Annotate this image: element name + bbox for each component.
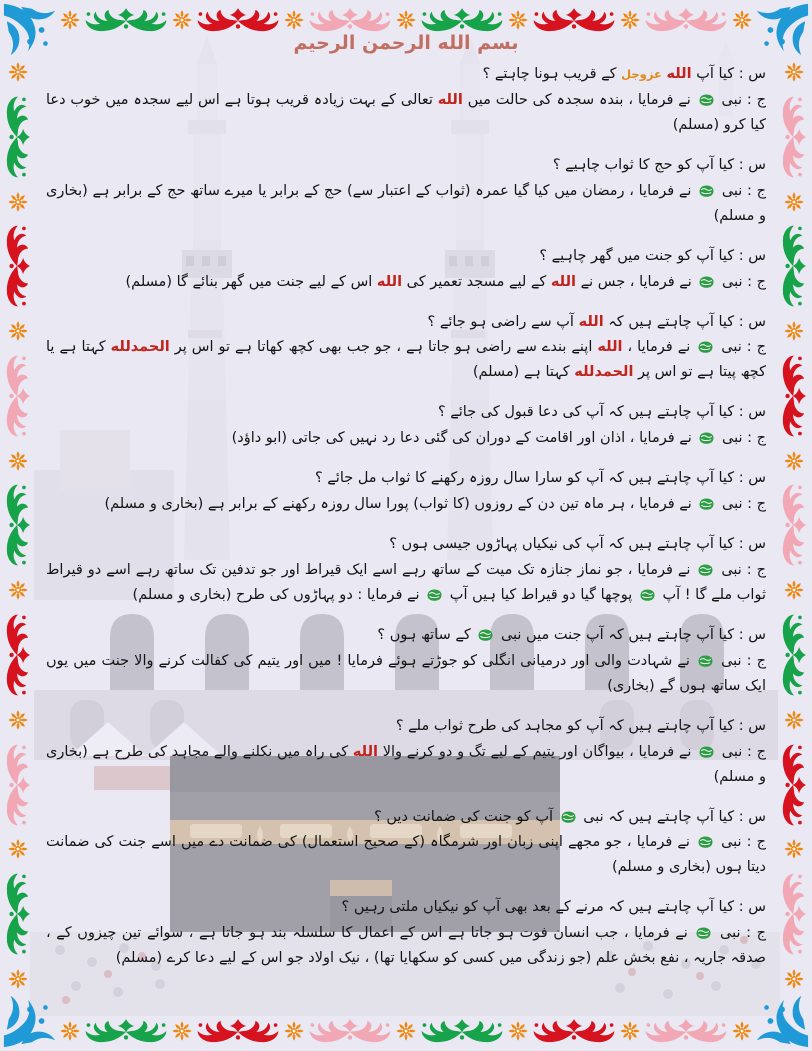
question-line: س : کیا آپ چاہتے ہیں کہ الله آپ سے راضی ہو جائے ؟ bbox=[427, 313, 766, 330]
flower-medallion-icon bbox=[396, 1021, 416, 1041]
flower-medallion-icon bbox=[172, 10, 192, 30]
answer-line: ج : نبی نے فرمایا ، جو نماز جنازہ تک میت کے ساتھ رہے اسے ایک قیراط اور جو تدفین تک ساتھ رہے اسے دو قیراط ثواب ملے گا ! آپ پوچھا گیا دو قیراط کیا ہیں آپ نے فرمایا : دو پہاڑوں کی طرح (بخاری و مسلم) bbox=[46, 562, 766, 603]
qa-item bbox=[46, 532, 766, 608]
saw-calligraphy-icon bbox=[639, 588, 656, 602]
saw-calligraphy-icon bbox=[698, 93, 715, 107]
flower-medallion-icon bbox=[784, 969, 804, 989]
question-line: س : کیا آپ چاہتے ہیں کہ آپ کو سارا سال روزہ رکھنے کا ثواب مل جائے ؟ bbox=[315, 470, 766, 487]
qa-item bbox=[46, 310, 766, 386]
allah-calligraphy: الله bbox=[578, 313, 604, 330]
saw-calligraphy-icon bbox=[698, 275, 715, 289]
qa-item bbox=[46, 714, 766, 790]
saw-calligraphy-icon bbox=[477, 628, 494, 642]
floral-motif-icon bbox=[4, 352, 32, 440]
flower-medallion-icon bbox=[784, 839, 804, 859]
azzawajal-calligraphy: عزوجل bbox=[621, 67, 662, 81]
flower-medallion-icon bbox=[8, 839, 28, 859]
answer-line: ج : نبی نے فرمایا ، رمضان میں کیا گیا عمرہ (ثواب کے اعتبار سے) حج کے برابر یا میرے ساتھ حج کے برابر ہے (بخاری و مسلم) bbox=[46, 182, 766, 224]
allah-calligraphy: الله bbox=[597, 339, 623, 356]
floral-motif-icon bbox=[642, 6, 730, 34]
flower-medallion-icon bbox=[620, 10, 640, 30]
allah-calligraphy: الله bbox=[376, 273, 403, 290]
answer-line: ج : نبی نے فرمایا ، جب انسان فوت ہو جاتا ہے اس کے اعمال کا سلسلہ بند ہو جاتا ہے ، سوائے تین چیزوں کے ، صدقہ جاریہ ، نفع بخش علم (جو زندگی میں کسی کو سکھایا تھا) ، نیک اولاد جو اس کے لیے دعا کرے (مسلم) bbox=[46, 925, 766, 967]
floral-motif-icon bbox=[194, 6, 282, 34]
flower-medallion-icon bbox=[8, 451, 28, 471]
flower-medallion-icon bbox=[172, 1021, 192, 1041]
allah-calligraphy: الله bbox=[437, 91, 463, 108]
floral-motif-icon bbox=[780, 870, 808, 958]
border-left bbox=[3, 62, 33, 989]
floral-motif-icon bbox=[82, 6, 170, 34]
alhamdulillah-text: الحمدلله bbox=[574, 364, 634, 381]
flower-medallion-icon bbox=[8, 580, 28, 600]
qa-item bbox=[46, 62, 766, 138]
question-line: س : کیا آپ الله عزوجل کے قریب ہونا چاہتے ؟ bbox=[482, 66, 766, 82]
floral-motif-icon bbox=[642, 1017, 730, 1045]
flower-medallion-icon bbox=[784, 451, 804, 471]
question-line: س : کیا آپ چاہتے ہیں کہ مرنے کے بعد بھی آپ کو نیکیاں ملتی رہیں ؟ bbox=[341, 899, 766, 916]
floral-motif-icon bbox=[418, 6, 506, 34]
answer-line: ج : نبی نے فرمایا ، بیواگان اور یتیم کے لیے تگ و دو کرنے والا الله کی راہ میں نکلنے والے مجاہد کی طرح ہے (بخاری و مسلم) bbox=[46, 743, 766, 785]
flower-medallion-icon bbox=[8, 192, 28, 212]
border-bottom bbox=[60, 1016, 752, 1046]
flower-medallion-icon bbox=[620, 1021, 640, 1041]
flower-medallion-icon bbox=[732, 1021, 752, 1041]
floral-motif-icon bbox=[4, 741, 32, 829]
flower-medallion-icon bbox=[284, 10, 304, 30]
question-line: س : کیا آپ چاہتے ہیں کہ آپ کی نیکیاں پہاڑوں جیسی ہوں ؟ bbox=[389, 536, 766, 553]
flower-medallion-icon bbox=[784, 62, 804, 82]
saw-calligraphy-icon bbox=[697, 835, 714, 849]
qa-item bbox=[46, 244, 766, 295]
saw-calligraphy-icon bbox=[560, 810, 577, 824]
answer-line: ج : نبی نے شہادت والی اور درمیانی انگلی کو جوڑتے ہوئے فرمایا ! میں اور یتیم کی کفالت کرنے والا جنت میں یوں ایک ساتھ ہوں گے (بخاری) bbox=[46, 652, 766, 694]
qa-list bbox=[46, 62, 766, 971]
flower-medallion-icon bbox=[60, 10, 80, 30]
floral-motif-icon bbox=[194, 1017, 282, 1045]
saw-calligraphy-icon bbox=[697, 563, 714, 577]
flower-medallion-icon bbox=[508, 10, 528, 30]
saw-calligraphy-icon bbox=[426, 588, 443, 602]
answer-line: ج : نبی نے فرمایا ، اذان اور اقامت کے دوران کی گئی دعا رد نہیں کی جاتی (ابو داؤد) bbox=[231, 430, 766, 447]
corner-ornament-icon bbox=[2, 993, 58, 1049]
qa-item bbox=[46, 623, 766, 699]
saw-calligraphy-icon bbox=[695, 926, 712, 940]
border-top bbox=[60, 5, 752, 35]
floral-motif-icon bbox=[4, 222, 32, 310]
question-line: س : کیا آپ چاہتے ہیں کہ نبی آپ کو جنت کی ضمانت دیں ؟ bbox=[374, 808, 766, 825]
corner-ornament-icon bbox=[2, 2, 58, 58]
answer-line: ج : نبی نے فرمایا ، جس نے الله کے لیے مسجد تعمیر کی الله اس کے لیے جنت میں گھر بنائے گا (مسلم) bbox=[125, 273, 766, 290]
saw-calligraphy-icon bbox=[698, 745, 715, 759]
qa-item bbox=[46, 805, 766, 881]
answer-line: ج : نبی نے فرمایا ، بندہ سجدہ کی حالت میں الله تعالی کے بہت زیادہ قریب ہوتا ہے اس لیے سجدہ میں خوب دعا کیا کرو (مسلم) bbox=[46, 91, 766, 133]
saw-calligraphy-icon bbox=[698, 184, 715, 198]
flower-medallion-icon bbox=[784, 710, 804, 730]
floral-motif-icon bbox=[4, 870, 32, 958]
floral-motif-icon bbox=[780, 611, 808, 699]
flower-medallion-icon bbox=[784, 321, 804, 341]
floral-motif-icon bbox=[4, 93, 32, 181]
floral-motif-icon bbox=[530, 6, 618, 34]
flower-medallion-icon bbox=[784, 580, 804, 600]
question-line: س : کیا آپ چاہتے ہیں کہ آپ کی دعا قبول کی جائے ؟ bbox=[437, 404, 766, 421]
floral-motif-icon bbox=[418, 1017, 506, 1045]
saw-calligraphy-icon bbox=[698, 497, 715, 511]
allah-calligraphy: الله bbox=[666, 66, 692, 82]
floral-motif-icon bbox=[4, 481, 32, 569]
floral-motif-icon bbox=[82, 1017, 170, 1045]
floral-motif-icon bbox=[306, 6, 394, 34]
floral-motif-icon bbox=[780, 481, 808, 569]
flower-medallion-icon bbox=[396, 10, 416, 30]
question-line: س : کیا آپ کو جنت میں گھر چاہیے ؟ bbox=[539, 247, 766, 264]
qa-item bbox=[46, 895, 766, 971]
flower-medallion-icon bbox=[508, 1021, 528, 1041]
flower-medallion-icon bbox=[8, 321, 28, 341]
question-line: س : کیا آپ چاہتے ہیں کہ آپ جنت میں نبی کے ساتھ ہوں ؟ bbox=[377, 626, 766, 643]
floral-motif-icon bbox=[4, 611, 32, 699]
saw-calligraphy-icon bbox=[697, 340, 714, 354]
flower-medallion-icon bbox=[784, 192, 804, 212]
flower-medallion-icon bbox=[8, 710, 28, 730]
saw-calligraphy-icon bbox=[698, 431, 715, 445]
flower-medallion-icon bbox=[284, 1021, 304, 1041]
floral-motif-icon bbox=[780, 741, 808, 829]
floral-motif-icon bbox=[530, 1017, 618, 1045]
corner-ornament-icon bbox=[754, 2, 810, 58]
answer-line: ج : نبی نے فرمایا ، الله اپنے بندے سے راضی ہو جاتا ہے ، جو جب بھی کچھ کھاتا ہے تو اس پر الحمدلله کہتا ہے یا کچھ پیتا ہے تو اس پر الحمدلله کہتا ہے (مسلم) bbox=[46, 339, 766, 381]
answer-line: ج : نبی نے فرمایا ، جو مجھے اپنی زبان اور شرمگاہ (کے صحیح استعمال) کی ضمانت دے میں اسے جنت کی ضمانت دیتا ہوں (بخاری و مسلم) bbox=[46, 834, 766, 876]
floral-motif-icon bbox=[780, 352, 808, 440]
floral-motif-icon bbox=[306, 1017, 394, 1045]
allah-calligraphy: الله bbox=[550, 273, 576, 290]
border-right bbox=[779, 62, 809, 989]
alhamdulillah-text: الحمدلله bbox=[110, 339, 170, 356]
bismillah-calligraphy: بسم الله الرحمن الرحيم bbox=[293, 32, 519, 54]
allah-calligraphy: الله bbox=[352, 743, 379, 760]
answer-line: ج : نبی نے فرمایا ، ہر ماہ تین دن کے روزوں (کا ثواب) پورا سال روزہ رکھنے کے برابر ہے (بخاری و مسلم) bbox=[104, 496, 766, 513]
floral-motif-icon bbox=[780, 222, 808, 310]
flower-medallion-icon bbox=[60, 1021, 80, 1041]
qa-item bbox=[46, 466, 766, 517]
document-content bbox=[46, 32, 766, 1009]
flower-medallion-icon bbox=[8, 62, 28, 82]
saw-calligraphy-icon bbox=[697, 654, 714, 668]
qa-item bbox=[46, 153, 766, 229]
question-line: س : کیا آپ چاہتے ہیں کہ آپ کو مجاہد کی طرح ثواب ملے ؟ bbox=[395, 717, 766, 734]
qa-item bbox=[46, 400, 766, 451]
flower-medallion-icon bbox=[732, 10, 752, 30]
flower-medallion-icon bbox=[8, 969, 28, 989]
floral-motif-icon bbox=[780, 93, 808, 181]
corner-ornament-icon bbox=[754, 993, 810, 1049]
question-line: س : کیا آپ کو حج کا ثواب چاہیے ؟ bbox=[552, 156, 766, 173]
